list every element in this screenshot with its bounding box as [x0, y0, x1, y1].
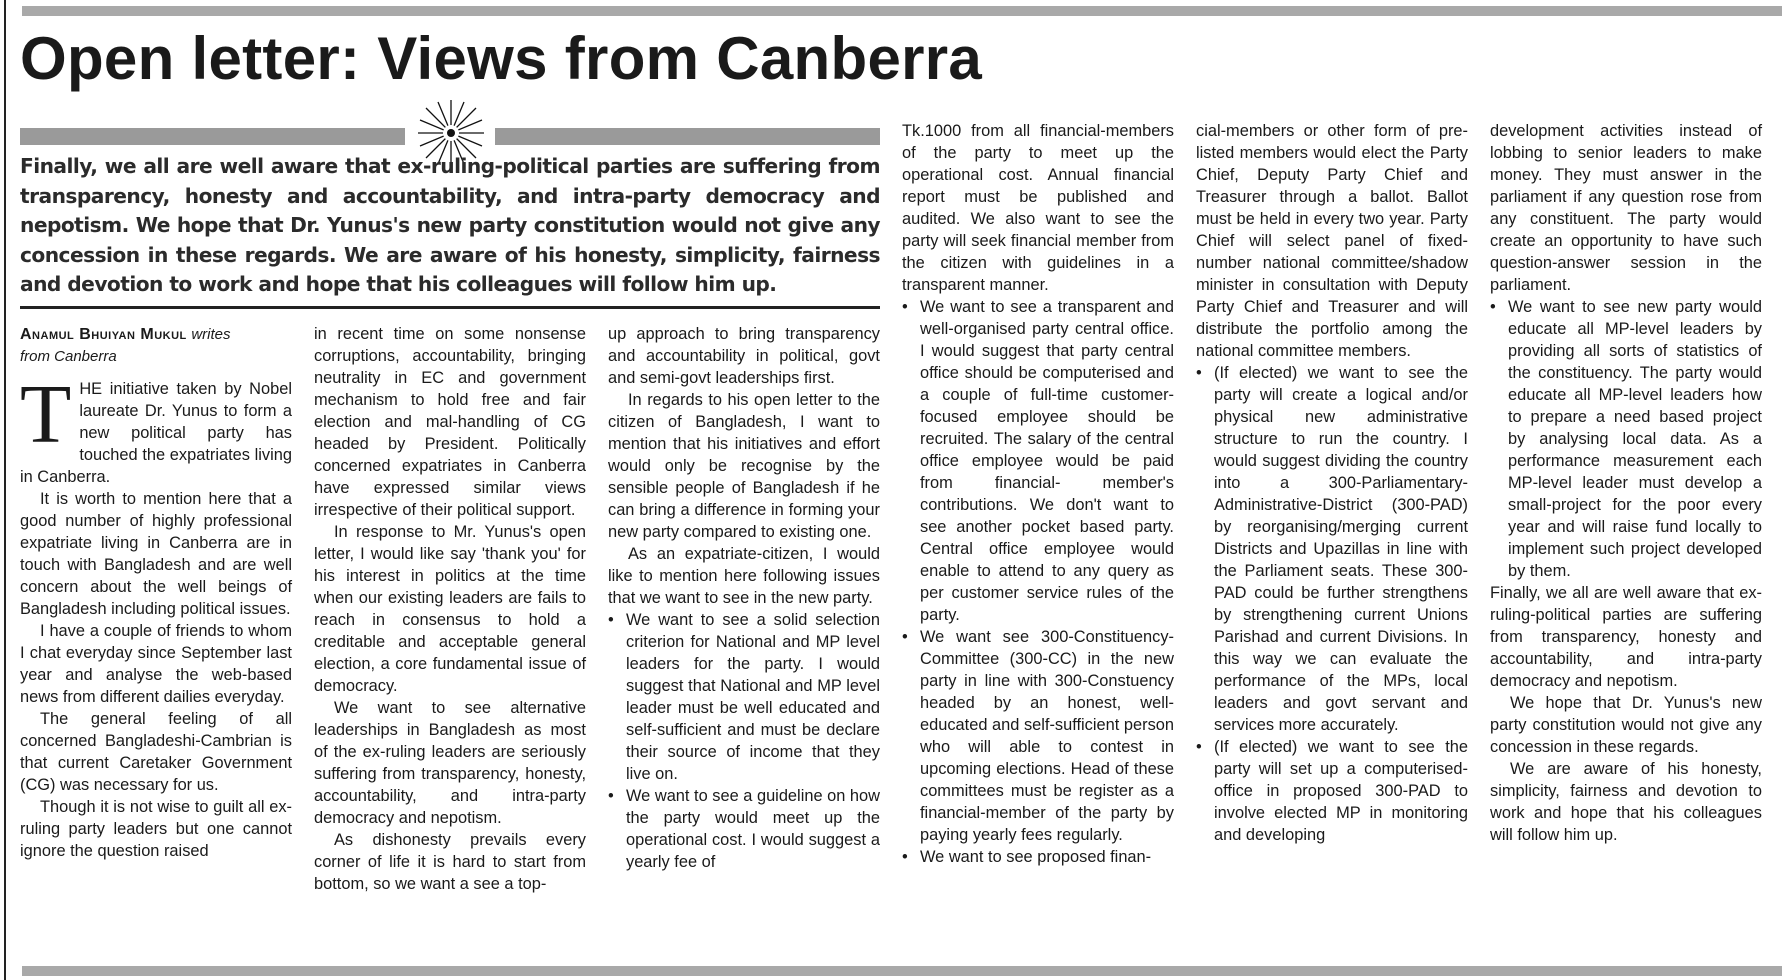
drop-cap: T — [20, 368, 72, 461]
bullet-item: • (If elected) we want to see the party will create a logical and/or physical new administrative structure to run the country. I would suggest dividing the country into a 300-Parliamentary-Administrative-District (300-PAD) by reorganising/merging current Districts and Upazillas in line with the Parliament seats. These 300-PAD could be further strengthens by strengthening current Unions Parishad and current Divisions. In this way we can evaluate the performance of the MPs, local leaders and govt servant and services more accurately. — [1196, 362, 1468, 736]
byline-author: Anamul Bhuiyan Mukul — [20, 326, 187, 343]
paragraph-continued: development activities instead of lobbing to senior leaders to make money. They must answer in the parliament if any question rose from any constituent. The party would create an opportunity to have such question-answer session in the parliament. — [1490, 122, 1762, 294]
paragraph: Though it is not wise to guilt all ex-ruling party leaders but one cannot ignore the question raised — [20, 798, 292, 860]
bottom-rule — [22, 966, 1782, 976]
bullet-item: • We want to see a solid selection criterion for National and MP level leaders for the party. I would suggest that National and MP level leader must be well educated and self-sufficient and must be declare their source of income that they live on. — [608, 609, 880, 785]
paragraph-continued: Tk.1000 from all financial-members of the party to meet up the operational cost. Annual financial report must be published and audited. We also want to see the party will seek financial member from the citizen with guidelines in a transparent manner. — [902, 122, 1174, 294]
paragraph-continued: cial-members or other form of pre-listed members would elect the Party Chief, Deputy Party Chief and Treasurer through a ballot. Ballot must be held in every two year. Party Chief will select panel of fixed-number national committee/shadow minister in consultation with Deputy Party Chief and Treasurer and will distribute the portfolio among the national committee members. — [1196, 122, 1468, 360]
bullet-list — [902, 296, 1174, 868]
lead-paragraph — [20, 368, 292, 488]
paragraph: In response to Mr. Yunus's open letter, I would like say 'thank you' for his interest in politics at the time when our existing leaders are fails to reach in consensus to hold a creditable and acceptable general election, a core fundamental issue of democracy. — [314, 523, 586, 695]
column-1 — [20, 323, 292, 862]
bullet-list — [608, 609, 880, 873]
bullet-item: • (If elected) we want to see the party will set up a computerised-office in proposed 300-PAD to involve elected MP in monitoring and developing — [1196, 736, 1468, 846]
paragraph-continued: up approach to bring transparency and accountability in political, govt and semi-govt leaderships first. — [608, 325, 880, 387]
paragraph: Finally, we all are well aware that ex-ruling-political parties are suffering from transparency, honesty and accountability, and intra-party democracy and nepotism. — [1490, 584, 1762, 690]
column-2 — [314, 323, 586, 895]
paragraph: I have a couple of friends to whom I chat everyday since September last year and analyse the web-based news from different dailies everyday. — [20, 622, 292, 706]
top-rule — [22, 6, 1782, 16]
paragraph: It is worth to mention here that a good number of highly professional expatriate living in Canberra are in touch with Bangladesh and are well concern about the well beings of Bangladesh including political issues. — [20, 490, 292, 618]
headline: Open letter: Views from Canberra — [20, 25, 983, 92]
paragraph: We are aware of his honesty, simplicity, fairness and devotion to work and hope that his colleagues will follow him up. — [1490, 760, 1762, 844]
bullet-item: • We want to see new party would educate all MP-level leaders by providing all sorts of statistics of the constituency. The party would educate all MP-level leaders how to prepare a need based project by analysing local data. As a performance measurement each MP-level leader must develop a small-project for the poor every year and will raise fund locally to implement such project developed by them. — [1490, 296, 1762, 582]
byline-location: from Canberra — [20, 348, 117, 365]
bullet-item: • We want to see proposed finan- — [902, 846, 1174, 868]
paragraph: As an expatriate-citizen, I would like to mention here following issues that we want to see in the new party. — [608, 545, 880, 607]
bullet-list — [1196, 362, 1468, 846]
pullquote: Finally, we all are well aware that ex-ruling-political parties are suffering from transparency, honesty and accountability, and intra-party democracy and nepotism. We hope that Dr. Yunus's new party constitution would not give any concession in these regards. We are aware of his honesty, simplicity, fairness and devotion to work and hope that his colleagues will follow him up. — [20, 154, 880, 296]
column-6 — [1490, 120, 1762, 846]
paragraph: In regards to his open letter to the citizen of Bangladesh, I want to mention that his initiatives and effort would only be recognise by the sensible people of Bangladesh if he can bring a difference in forming your new party compared to existing one. — [608, 391, 880, 541]
paragraph: The general feeling of all concerned Bangladeshi-Cambrian is that current Caretaker Government (CG) was necessary for us. — [20, 710, 292, 794]
bullet-item: • We want see 300-Constituency-Committee (300-CC) in the new party in line with 300-Constuency headed by an honest, well-educated and self-sufficient person who will able to contest in upcoming elections. Head of these committees must be register as a financial-member of the party by paying yearly fees regularly. — [902, 626, 1174, 846]
bullet-item: • We want to see a guideline on how the party would meet up the operational cost. I would suggest a yearly fee of — [608, 785, 880, 873]
column-3 — [608, 323, 880, 873]
paragraph: We hope that Dr. Yunus's new party constitution would not give any concession in these regards. — [1490, 694, 1762, 756]
column-5 — [1196, 120, 1468, 846]
lead-text: HE initiative taken by Nobel laureate Dr. Yunus to form a new political party has touched the expatriates living in Canberra. — [20, 380, 292, 486]
byline-writes: writes — [191, 326, 231, 343]
column-4 — [902, 120, 1174, 868]
bullet-list — [1490, 296, 1762, 582]
paragraph: We want to see alternative leaderships in Bangladesh as most of the ex-ruling leaders are seriously suffering from transparency, honesty, accountability, and intra-party democracy and nepotism. — [314, 699, 586, 827]
paragraph-continued: in recent time on some nonsense corruptions, accountability, bringing neutrality in EC and government mechanism to hold free and fair election and mal-handling of CG headed by President. Politically concerned expatriates in Canberra have expressed similar views irrespective of their political support. — [314, 325, 586, 519]
bullet-item: • We want to see a transparent and well-organised party central office. I would suggest that party central office should be computerised and a couple of full-time customer-focused employee should be recruited. The salary of the central office employee would be paid from financial- member's contributions. We don't want to see another pocket based party. Central office employee would enable to attend to any query as per customer service rules of the party. — [902, 296, 1174, 626]
byline — [20, 323, 292, 368]
pullquote-rule — [20, 306, 880, 309]
page-left-edge — [4, 0, 6, 980]
paragraph: As dishonesty prevails every corner of life it is hard to start from bottom, so we want a see a top- — [314, 831, 586, 893]
